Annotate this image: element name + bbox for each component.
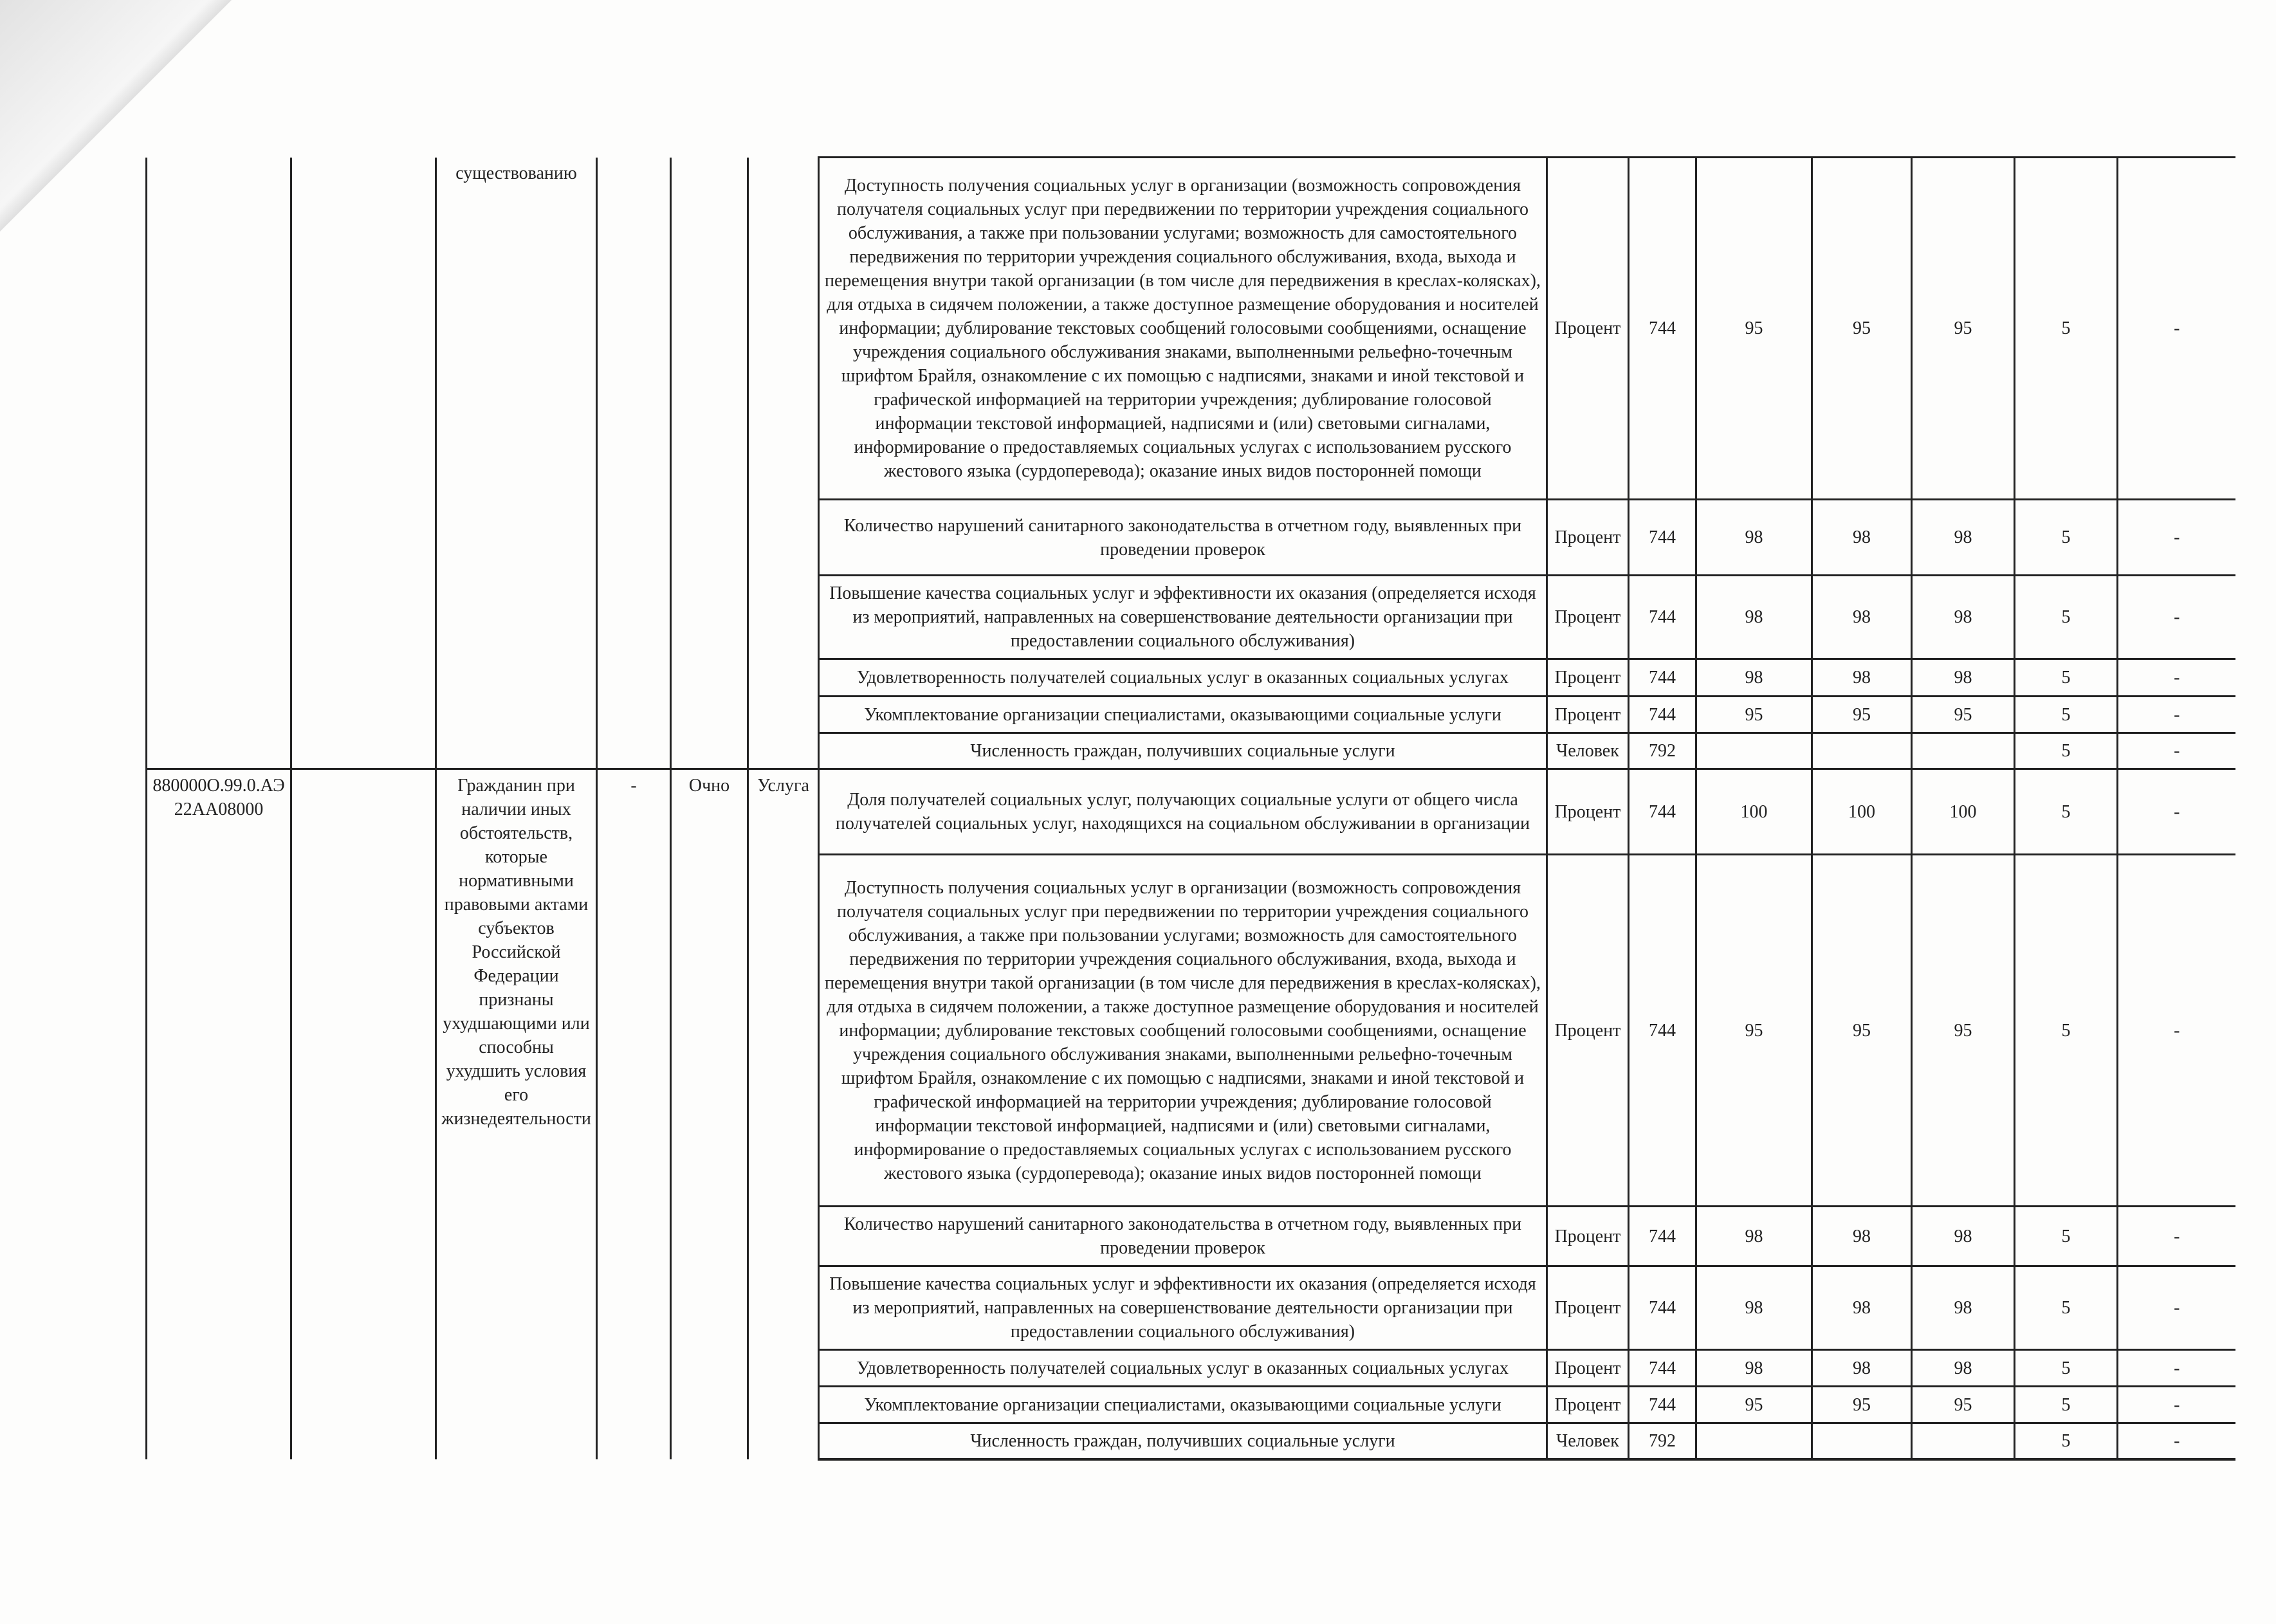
excess-deviation-cell: - bbox=[2118, 500, 2235, 576]
deviation-cell: 5 bbox=[2015, 1387, 2118, 1423]
approved-value-cell: 95 bbox=[1696, 1387, 1812, 1423]
excess-deviation-cell: - bbox=[2118, 1423, 2235, 1460]
deviation-cell: 5 bbox=[2015, 500, 2118, 576]
empty-cell bbox=[291, 158, 436, 769]
unit-cell: Процент bbox=[1547, 769, 1629, 855]
indicator-cell: Количество нарушений санитарного законодательства в отчетном году, выявленных при проведении проверок bbox=[819, 1207, 1547, 1266]
excess-deviation-cell: - bbox=[2118, 733, 2235, 769]
unit-cell: Процент bbox=[1547, 1387, 1629, 1423]
okei-cell: 744 bbox=[1629, 855, 1696, 1207]
actual-value-cell: 98 bbox=[1912, 500, 2015, 576]
excess-deviation-cell: - bbox=[2118, 769, 2235, 855]
unit-cell: Процент bbox=[1547, 158, 1629, 500]
indicator-cell: Численность граждан, получивших социальные услуги bbox=[819, 1423, 1547, 1460]
deviation-cell: 5 bbox=[2015, 1207, 2118, 1266]
excess-deviation-cell: - bbox=[2118, 1350, 2235, 1387]
indicator-cell: Удовлетворенность получателей социальных услуг в оказанных социальных услугах bbox=[819, 1350, 1547, 1387]
unit-cell: Процент bbox=[1547, 1350, 1629, 1387]
empty-cell bbox=[291, 769, 436, 1460]
dash-cell: - bbox=[597, 769, 671, 1460]
okei-cell: 744 bbox=[1629, 1350, 1696, 1387]
approved-value-cell: 95 bbox=[1696, 697, 1812, 733]
unit-cell: Человек bbox=[1547, 733, 1629, 769]
approved-value-cell: 98 bbox=[1812, 659, 1912, 697]
unit-cell: Процент bbox=[1547, 1266, 1629, 1350]
approved-value-cell: 98 bbox=[1812, 1350, 1912, 1387]
actual-value-cell: 98 bbox=[1912, 1350, 2015, 1387]
okei-cell: 744 bbox=[1629, 500, 1696, 576]
unit-cell: Процент bbox=[1547, 855, 1629, 1207]
okei-cell: 792 bbox=[1629, 733, 1696, 769]
approved-value-cell: 100 bbox=[1696, 769, 1812, 855]
service-quality-table bbox=[145, 156, 2235, 1461]
actual-value-cell: 98 bbox=[1912, 576, 2015, 659]
kind-cell: Услуга bbox=[748, 769, 819, 1460]
deviation-cell: 5 bbox=[2015, 769, 2118, 855]
deviation-cell: 5 bbox=[2015, 659, 2118, 697]
approved-value-cell bbox=[1812, 733, 1912, 769]
indicator-cell: Доступность получения социальных услуг в организации (возможность сопровождения получателя социальных услуг при передвижении по территории учреждения социального обслуживания, а также при пользовании услугами; возможность для самостоятельного передвижения по территории учреждения социального обслуживания, входа, выхода и перемещения внутри такой организации (в том числе для передвижения в креслах-колясках), для отдыха в сидячем положении, а также доступное размещение оборудования и носителей информации; дублирование текстовых сообщений голосовыми сообщениями, оснащение учреждения социального обслуживания знаками, выполненными рельефно-точечным шрифтом Брайля, ознакомление с их помощью с надписями, знаками и иной текстовой и графической информацией на территории учреждения; дублирование голосовой информации текстовой информацией, надписями и (или) световыми сигналами, информирование о предоставляемых социальных услугах с использованием русского жестового языка (сурдоперевода); оказание иных видов посторонней помощи bbox=[819, 855, 1547, 1207]
actual-value-cell bbox=[1912, 1423, 2015, 1460]
unit-cell: Процент bbox=[1547, 1207, 1629, 1266]
table-row bbox=[147, 769, 2235, 855]
actual-value-cell: 95 bbox=[1912, 855, 2015, 1207]
actual-value-cell: 95 bbox=[1912, 697, 2015, 733]
service-code-cell: 880000О.99.0.АЭ22АА08000 bbox=[147, 769, 291, 1460]
approved-value-cell: 98 bbox=[1812, 576, 1912, 659]
excess-deviation-cell: - bbox=[2118, 659, 2235, 697]
approved-value-cell bbox=[1812, 1423, 1912, 1460]
okei-cell: 744 bbox=[1629, 659, 1696, 697]
approved-value-cell: 98 bbox=[1812, 1266, 1912, 1350]
approved-value-cell: 95 bbox=[1812, 1387, 1912, 1423]
indicator-cell: Удовлетворенность получателей социальных услуг в оказанных социальных услугах bbox=[819, 659, 1547, 697]
dash-cell bbox=[597, 158, 671, 769]
form-cell bbox=[671, 158, 748, 769]
actual-value-cell: 95 bbox=[1912, 1387, 2015, 1423]
actual-value-cell: 98 bbox=[1912, 1266, 2015, 1350]
table-row bbox=[147, 158, 2235, 500]
deviation-cell: 5 bbox=[2015, 855, 2118, 1207]
excess-deviation-cell: - bbox=[2118, 576, 2235, 659]
indicator-cell: Доля получателей социальных услуг, получающих социальные услуги от общего числа получателей социальных услуг, находящихся на социальном обслуживании в организации bbox=[819, 769, 1547, 855]
category-cell: существованию bbox=[436, 158, 597, 769]
indicator-cell: Укомплектование организации специалистами, оказывающими социальные услуги bbox=[819, 697, 1547, 733]
excess-deviation-cell: - bbox=[2118, 855, 2235, 1207]
approved-value-cell: 98 bbox=[1696, 1207, 1812, 1266]
excess-deviation-cell: - bbox=[2118, 697, 2235, 733]
actual-value-cell: 100 bbox=[1912, 769, 2015, 855]
unit-cell: Процент bbox=[1547, 659, 1629, 697]
indicator-cell: Повышение качества социальных услуг и эффективности их оказания (определяется исходя из мероприятий, направленных на совершенствование деятельности организации при предоставлении социального обслуживания) bbox=[819, 1266, 1547, 1350]
okei-cell: 744 bbox=[1629, 769, 1696, 855]
okei-cell: 744 bbox=[1629, 158, 1696, 500]
approved-value-cell: 95 bbox=[1696, 855, 1812, 1207]
kind-cell bbox=[748, 158, 819, 769]
approved-value-cell: 95 bbox=[1812, 855, 1912, 1207]
deviation-cell: 5 bbox=[2015, 1423, 2118, 1460]
form-cell: Очно bbox=[671, 769, 748, 1460]
okei-cell: 744 bbox=[1629, 576, 1696, 659]
excess-deviation-cell: - bbox=[2118, 1387, 2235, 1423]
actual-value-cell bbox=[1912, 733, 2015, 769]
indicator-cell: Численность граждан, получивших социальные услуги bbox=[819, 733, 1547, 769]
actual-value-cell: 95 bbox=[1912, 158, 2015, 500]
okei-cell: 792 bbox=[1629, 1423, 1696, 1460]
approved-value-cell: 98 bbox=[1696, 1266, 1812, 1350]
deviation-cell: 5 bbox=[2015, 697, 2118, 733]
approved-value-cell: 98 bbox=[1696, 1350, 1812, 1387]
okei-cell: 744 bbox=[1629, 1266, 1696, 1350]
approved-value-cell: 95 bbox=[1812, 158, 1912, 500]
approved-value-cell: 98 bbox=[1696, 500, 1812, 576]
approved-value-cell: 95 bbox=[1812, 697, 1912, 733]
okei-cell: 744 bbox=[1629, 697, 1696, 733]
category-cell: Гражданин при наличии иных обстоятельств, которые нормативными правовыми актами субъектов Российской Федерации признаны ухудшающими или способны ухудшить условия его жизнедеятельности bbox=[436, 769, 597, 1460]
approved-value-cell: 98 bbox=[1812, 1207, 1912, 1266]
unit-cell: Процент bbox=[1547, 697, 1629, 733]
deviation-cell: 5 bbox=[2015, 1266, 2118, 1350]
unit-cell: Процент bbox=[1547, 576, 1629, 659]
unit-cell: Процент bbox=[1547, 500, 1629, 576]
approved-value-cell: 98 bbox=[1696, 576, 1812, 659]
okei-cell: 744 bbox=[1629, 1387, 1696, 1423]
approved-value-cell: 98 bbox=[1696, 659, 1812, 697]
deviation-cell: 5 bbox=[2015, 733, 2118, 769]
approved-value-cell: 100 bbox=[1812, 769, 1912, 855]
deviation-cell: 5 bbox=[2015, 158, 2118, 500]
deviation-cell: 5 bbox=[2015, 1350, 2118, 1387]
service-code-cell bbox=[147, 158, 291, 769]
excess-deviation-cell: - bbox=[2118, 158, 2235, 500]
indicator-cell: Повышение качества социальных услуг и эффективности их оказания (определяется исходя из мероприятий, направленных на совершенствование деятельности организации при предоставлении социального обслуживания) bbox=[819, 576, 1547, 659]
approved-value-cell bbox=[1696, 733, 1812, 769]
actual-value-cell: 98 bbox=[1912, 659, 2015, 697]
approved-value-cell: 95 bbox=[1696, 158, 1812, 500]
unit-cell: Человек bbox=[1547, 1423, 1629, 1460]
excess-deviation-cell: - bbox=[2118, 1207, 2235, 1266]
approved-value-cell: 98 bbox=[1812, 500, 1912, 576]
excess-deviation-cell: - bbox=[2118, 1266, 2235, 1350]
actual-value-cell: 98 bbox=[1912, 1207, 2015, 1266]
deviation-cell: 5 bbox=[2015, 576, 2118, 659]
indicator-cell: Количество нарушений санитарного законодательства в отчетном году, выявленных при проведении проверок bbox=[819, 500, 1547, 576]
okei-cell: 744 bbox=[1629, 1207, 1696, 1266]
approved-value-cell bbox=[1696, 1423, 1812, 1460]
indicator-cell: Укомплектование организации специалистами, оказывающими социальные услуги bbox=[819, 1387, 1547, 1423]
indicator-cell: Доступность получения социальных услуг в организации (возможность сопровождения получателя социальных услуг при передвижении по территории учреждения социального обслуживания, а также при пользовании услугами; возможность для самостоятельного передвижения по территории учреждения социального обслуживания, входа, выхода и перемещения внутри такой организации (в том числе для передвижения в креслах-колясках), для отдыха в сидячем положении, а также доступное размещение оборудования и носителей информации; дублирование текстовых сообщений голосовыми сообщениями, оснащение учреждения социального обслуживания знаками, выполненными рельефно-точечным шрифтом Брайля, ознакомление с их помощью с надписями, знаками и иной текстовой и графической информацией на территории учреждения; дублирование голосовой информации текстовой информацией, надписями и (или) световыми сигналами, информирование о предоставляемых социальных услугах с использованием русского жестового языка (сурдоперевода); оказание иных видов посторонней помощи bbox=[819, 158, 1547, 500]
